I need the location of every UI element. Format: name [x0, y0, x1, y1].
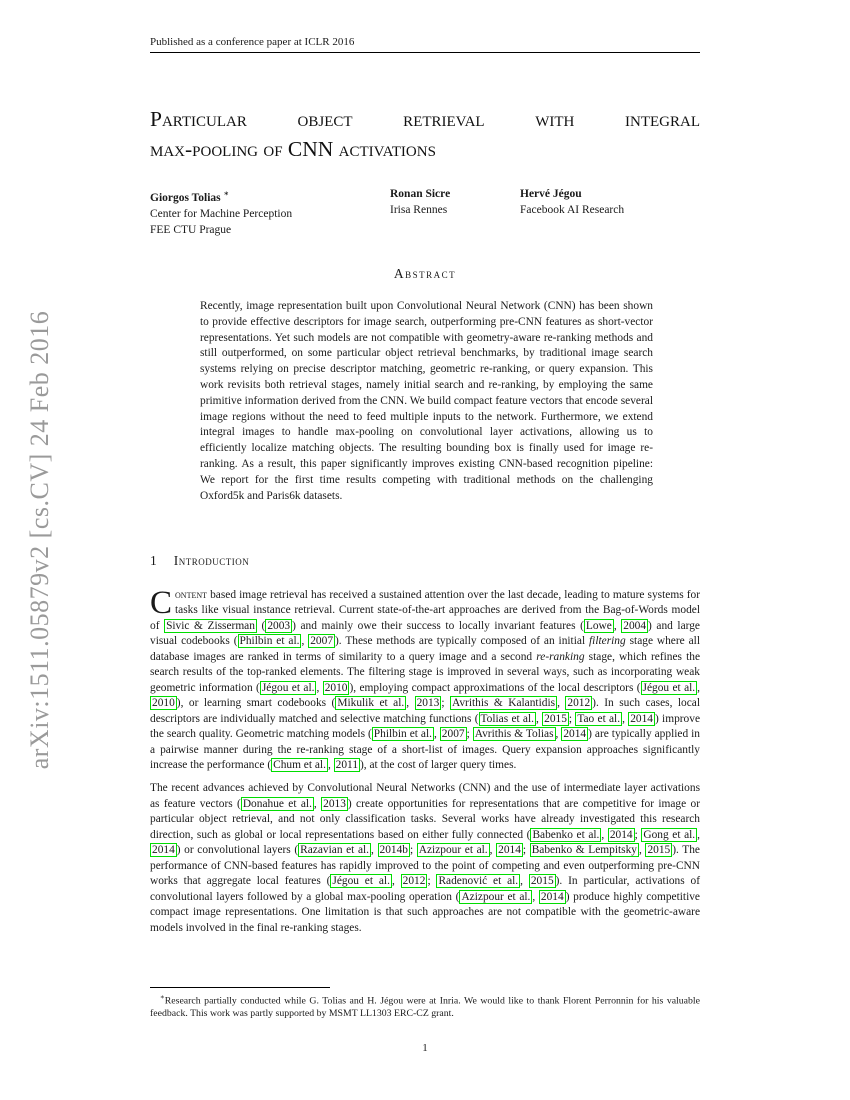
author-name-text: Giorgos Tolias — [150, 191, 221, 204]
citation-link[interactable]: Babenko et al. — [532, 828, 600, 841]
abstract-heading: Abstract — [393, 266, 457, 281]
citation-link[interactable]: 2010 — [152, 697, 175, 710]
footnote-marker: ∗ — [223, 189, 230, 198]
page-number: 1 — [422, 1042, 428, 1054]
citation-link[interactable]: 2014 — [630, 712, 653, 725]
citation-link[interactable]: Jégou et al. — [261, 681, 315, 694]
citation-link[interactable]: 2014 — [563, 728, 587, 741]
author-ronan-sicre — [390, 186, 450, 218]
citation-link[interactable]: 2011 — [335, 758, 359, 771]
footnote-rule — [150, 987, 330, 988]
abstract-body: Recently, image representation built upon Convolutional Neural Network (CNN) has been shown to provide effective descriptors for image search, outperforming pre-CNN features as short-vector representations. Yet such models are not compatible with geometry-aware re-ranking methods and still outperformed, on some particular object retrieval benchmarks, by traditional image search systems relying on precise descriptor matching, geometric re-ranking, or query expansion. This work revisits both retrieval stages, namely initial search and re-ranking, by employing the same primitive information derived from the CNN. We build compact feature vectors that encode several image regions without the need to feed multiple inputs to the network. Furthermore, we extend integral images to handle max-pooling on convolutional layer activations, allowing us to efficiently localize matching objects. The resulting bounding box is finally used for image re-ranking. As a result, this paper significantly improves existing CNN-based recognition pipeline: We report for the first time results competing with traditional methods on the challenging Oxford5k and Paris6k datasets. — [200, 300, 653, 502]
citation-link[interactable]: 2003 — [267, 619, 291, 632]
citation-link[interactable]: 2012 — [567, 697, 591, 710]
citation-link[interactable]: Gong et al. — [643, 828, 696, 841]
citation-link[interactable]: 2007 — [441, 728, 465, 741]
citation-link[interactable]: Azizpour et al. — [461, 890, 531, 903]
citation-link[interactable]: Avrithis & Tolias — [474, 728, 554, 741]
citation-link[interactable]: Tao et al. — [577, 712, 621, 725]
author-affiliation: Irisa Rennes — [390, 204, 448, 216]
citation-link[interactable]: 2014 — [152, 844, 175, 857]
italic-text: filtering — [589, 635, 626, 648]
author-name: Hervé Jégou — [520, 188, 582, 200]
introduction-body — [150, 585, 701, 936]
citation-link[interactable]: Sivic & Zisserman — [166, 619, 255, 632]
citation-link[interactable]: 2014b — [379, 844, 408, 857]
citation-link[interactable]: 2015 — [544, 712, 567, 725]
author-herve-jegou — [520, 186, 624, 218]
footnote — [150, 991, 700, 1020]
citation-link[interactable]: 2004 — [623, 619, 647, 632]
paper-title-line1: Particular object retrieval with integral — [150, 107, 700, 131]
author-affiliation: FEE CTU Prague — [150, 223, 232, 236]
small-caps-text: ontent — [175, 589, 208, 601]
citation-link[interactable]: Chum et al. — [273, 758, 326, 771]
running-header: Published as a conference paper at ICLR 2016 — [150, 36, 355, 48]
footnote-marker: ∗ — [160, 993, 165, 1001]
header-rule — [150, 52, 700, 53]
citation-link[interactable]: 2015 — [530, 875, 554, 888]
citation-link[interactable]: 2007 — [310, 635, 334, 648]
author-giorgos-tolias — [150, 186, 292, 238]
citation-link[interactable]: 2010 — [324, 681, 348, 694]
citation-link[interactable]: Tolias et al. — [480, 712, 534, 725]
author-name — [150, 186, 292, 206]
citation-link[interactable]: Avrithis & Kalantidis — [451, 697, 556, 710]
intro-paragraph-1: Content based image retrieval has received a sustained attention over the last decade, leading to mature systems for tasks like visual instance retrieval. Current state-of-the-art approaches are derived from the Bag-of-Words model of Sivic & Zisserman ( 2003 ) and mainly owe their success to locally invariant features ( Lowe , 2004 ) and large visual codebooks ( Philbin et al. , 2007 ). These methods are typically composed of an initial filtering stage where all database images are ranked in terms of similarity to a query image and a second re-ranking stage, which refines the search results of the top-ranked elements. The filtering stage is improved in several ways, such as incorporating weak geometric information ( Jégou et al. , 2010 ), employing compact approximations of the local descriptors ( Jégou et al. , 2010 ), or learning smart codebooks ( Mikulik et al. , 2013 ; Avrithis & Kalantidis , 2012 ). In such cases, local descriptors are individually matched and selective matching functions ( Tolias et al. , 2015 ; Tao et al. , 2014 ) improve the search quality. Geometric matching models ( Philbin et al. , 2007 ; Avrithis & Tolias , 2014 ) are typically applied in a pairwise manner during the re-ranking stage of a short-list of images. Query expansion approaches significantly increase the performance ( Chum et al. , 2011 ), at the cost of larger query times. — [150, 585, 701, 771]
intro-paragraph-2: The recent advances achieved by Convolutional Neural Networks (CNN) and the use of intermediate layer activations as feature vectors ( Donahue et al. , 2013 ) create opportunities for representations that are competitive for image or particular object retrieval, and not only classification tasks. Several works have already investigated this research direction, such as global or local representations based on either fully connected ( Babenko et al. , 2014 ; Gong et al. , 2014 ) or convolutional layers ( Razavian et al. , 2014b ; Azizpour et al. , 2014 ; Babenko & Lempitsky , 2015 ). The performance of CNN-based features has rapidly improved to the point of competing and even outperforming pre-CNN works that aggregate local features ( Jégou et al. , 2012 ; Radenović et al. , 2015 ). In particular, activations of convolutional layers followed by a global max-pooling operation ( Azizpour et al. , 2014 ) produce highly competitive compact image representations. One limitation is that such approaches are not compatible with the geometric-aware models involved in the final re-ranking stages. — [150, 782, 701, 934]
citation-link[interactable]: Lowe — [585, 619, 612, 632]
paper-title-line2: max-pooling of CNN activations — [150, 137, 436, 161]
author-affiliation: Facebook AI Research — [520, 204, 625, 216]
citation-link[interactable]: 2015 — [647, 844, 671, 857]
citation-link[interactable]: 2012 — [402, 875, 426, 888]
citation-link[interactable]: 2014 — [540, 890, 564, 903]
citation-link[interactable]: 2014 — [609, 828, 633, 841]
citation-link[interactable]: 2013 — [323, 797, 346, 810]
section-number: 1 — [150, 553, 157, 568]
citation-link[interactable]: Radenović et al. — [438, 875, 519, 888]
section-title: Introduction — [173, 553, 250, 568]
citation-link[interactable]: 2014 — [498, 844, 521, 857]
citation-link[interactable]: Azizpour et al. — [418, 844, 488, 857]
author-name: Ronan Sicre — [390, 188, 451, 200]
italic-text: re-ranking — [536, 650, 585, 663]
drop-cap: C — [150, 585, 173, 621]
author-affiliation: Center for Machine Perception — [150, 207, 293, 220]
citation-link[interactable]: Donahue et al. — [242, 797, 312, 810]
citation-link[interactable]: Philbin et al. — [373, 728, 432, 741]
citation-link[interactable]: Jégou et al. — [332, 875, 390, 888]
footnote-text: Research partially conducted while G. Tolias and H. Jégou were at Inria. We would like to thank Florent Perronnin for his valuable feedback. This work was partly supported by MSMT LL1303 ERC-CZ grant. — [150, 995, 700, 1020]
citation-link[interactable]: Razavian et al. — [300, 844, 370, 857]
paper-title — [150, 104, 700, 164]
citation-link[interactable]: Babenko & Lempitsky — [531, 844, 637, 857]
citation-link[interactable]: Mikulik et al. — [337, 697, 405, 710]
citation-link[interactable]: Jégou et al. — [642, 681, 696, 694]
arxiv-stamp: arXiv:1511.05879v2 [cs.CV] 24 Feb 2016 — [25, 310, 54, 770]
citation-link[interactable]: Philbin et al. — [239, 635, 300, 648]
citation-link[interactable]: 2013 — [416, 697, 440, 710]
section-1-heading — [150, 553, 249, 569]
